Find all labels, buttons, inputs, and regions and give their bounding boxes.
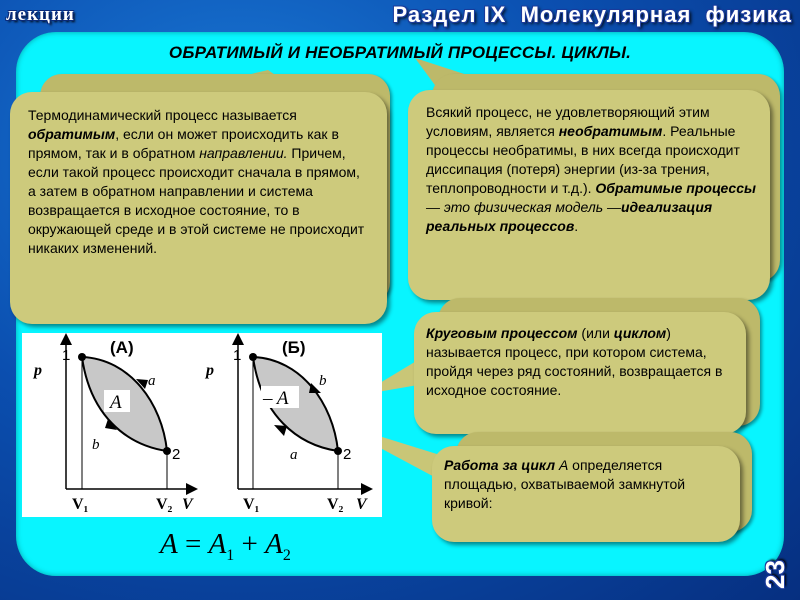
card-irreversible-text-2: . Реальные процессы необратимы, в них всегда происходит диссипация (потеря) энергии (из-за трения, теплопроводности и т.д.). bbox=[426, 123, 740, 196]
slide-number: 23 bbox=[760, 560, 791, 589]
diagram-a-v1-label: V₁ bbox=[72, 496, 89, 513]
diagram-b-label: (Б) bbox=[282, 338, 306, 357]
term-circular-process: Круговым процессом bbox=[426, 325, 578, 341]
card-work bbox=[432, 446, 740, 542]
formula-sub-1: 1 bbox=[226, 546, 235, 564]
card-irreversible-text-3: . bbox=[574, 218, 579, 234]
diagram-b-point-1-label: 1 bbox=[233, 347, 242, 364]
formula-a2: A bbox=[265, 528, 283, 560]
section-title: Раздел IX Молекулярная физика bbox=[392, 2, 792, 27]
card-reversible-text-3: Причем, если такой процесс происходит сначала в прямом, а затем в обратном направлении и система возвращается в исходное состояние, то в окружающей среде и в этой системе не происходит никаких изменений. bbox=[28, 145, 365, 256]
term-reversible: обратимым bbox=[28, 126, 116, 142]
page-heading: ОБРАТИМЫЙ И НЕОБРАТИМЫЙ ПРОЦЕССЫ. ЦИКЛЫ. bbox=[168, 43, 632, 62]
term-reversible-processes: Обратимые процессы bbox=[595, 180, 756, 196]
diagram-a-label: (А) bbox=[110, 338, 134, 357]
pv-diagrams-svg bbox=[22, 333, 382, 517]
diagram-b-point-2-label: 2 bbox=[343, 446, 352, 463]
pv-diagrams bbox=[22, 333, 382, 517]
diagram-b-p-label: p bbox=[206, 362, 214, 379]
card-irreversible bbox=[408, 90, 770, 300]
diagram-a-p-label: p bbox=[34, 362, 42, 379]
work-formula bbox=[160, 528, 291, 565]
diagram-b-curve-a-label: a bbox=[290, 447, 298, 463]
diagram-b bbox=[204, 338, 368, 513]
formula-sub-2: 2 bbox=[282, 546, 291, 564]
formula-eq: = bbox=[177, 528, 209, 560]
card-work-text: определяется площадью, охватываемой замкнутой кривой: bbox=[444, 457, 686, 511]
diagram-b-point-1 bbox=[249, 353, 257, 361]
diagram-b-curve-b-label: b bbox=[319, 373, 327, 389]
diagram-a-point-2-label: 2 bbox=[172, 446, 181, 463]
diagram-b-point-2 bbox=[334, 447, 342, 455]
term-cycle: циклом bbox=[613, 325, 667, 341]
term-idealization: идеализация реальных процессов bbox=[426, 199, 713, 234]
formula-plus: + bbox=[234, 528, 266, 560]
term-work-per-cycle: Работа за цикл bbox=[444, 457, 559, 473]
diagram-a-area-label: A bbox=[110, 392, 122, 413]
work-symbol: А bbox=[558, 457, 569, 473]
card-cycle-text-2: ) называется процесс, при котором система, пройдя через ряд состояний, возвращается в исходное состояние. bbox=[426, 325, 723, 398]
diagram-b-v2-label: V₂ bbox=[327, 496, 344, 513]
diagram-b-arrow-a bbox=[274, 425, 287, 436]
term-irreversible: необратимым bbox=[558, 123, 663, 139]
diagram-a-curve-b-label: b bbox=[92, 437, 100, 453]
card-reversible bbox=[10, 92, 387, 324]
diagram-a-v-label: V bbox=[182, 496, 193, 513]
diagram-a bbox=[32, 338, 194, 513]
card-irreversible-text-1: Всякий процесс, не удовлетворяющий этим условиям, является bbox=[426, 104, 710, 139]
diagram-b-v-label: V bbox=[356, 496, 367, 513]
card-reversible-text-1: Термодинамический процесс называется bbox=[28, 107, 297, 123]
formula-a1: A bbox=[208, 528, 227, 560]
diagram-a-point-2 bbox=[163, 447, 171, 455]
diagram-b-v1-label: V₁ bbox=[243, 496, 260, 513]
card-irreversible-italic: — это физическая модель — bbox=[426, 199, 621, 215]
card-cycle-text-1: (или bbox=[577, 325, 614, 341]
diagram-a-v2-label: V₂ bbox=[156, 496, 173, 513]
card-reversible-text-2: , если он может происходить как в прямом, так и в обратном bbox=[28, 126, 339, 161]
card-cycle bbox=[414, 312, 746, 434]
diagram-a-point-1 bbox=[78, 353, 86, 361]
lectures-link[interactable]: лекции bbox=[6, 4, 75, 25]
formula-lhs: A bbox=[160, 528, 178, 560]
diagram-b-area-label: – A bbox=[263, 388, 289, 409]
diagram-a-point-1-label: 1 bbox=[62, 347, 71, 364]
diagram-a-curve-a-label: a bbox=[148, 373, 156, 389]
term-direction: направлении. bbox=[199, 145, 288, 161]
